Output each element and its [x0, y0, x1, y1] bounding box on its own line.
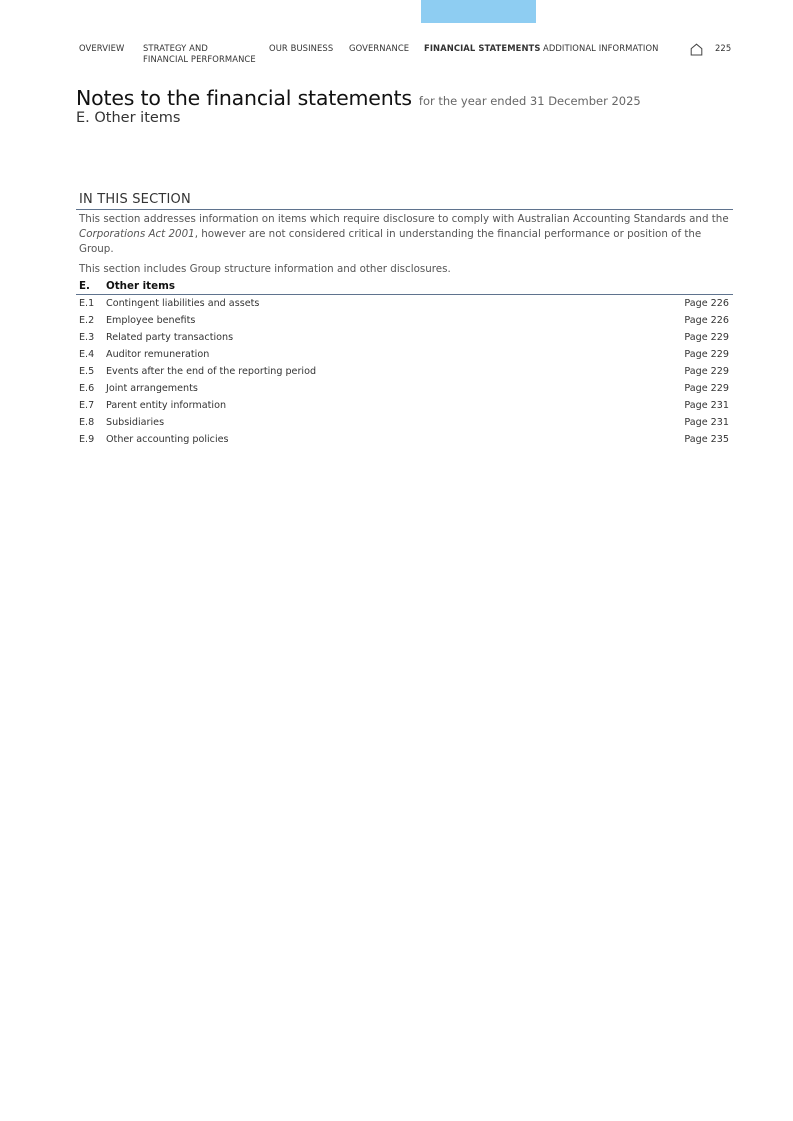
contents-header-title: Other items [106, 280, 175, 292]
contents-code: E.5 [79, 366, 95, 377]
nav-strategy-line1: STRATEGY AND [143, 43, 208, 53]
nav-financial-statements[interactable]: FINANCIAL STATEMENTS [424, 43, 541, 53]
contents-page-ref[interactable]: Page 229 [684, 332, 729, 343]
contents-page-ref[interactable]: Page 231 [684, 400, 729, 411]
contents-code: E.4 [79, 349, 95, 360]
nav-our-business[interactable]: OUR BUSINESS [269, 43, 334, 53]
contents-page-ref[interactable]: Page 226 [684, 315, 729, 326]
nav-overview[interactable]: OVERVIEW [79, 43, 125, 53]
top-navigation [0, 43, 793, 73]
contents-title[interactable]: Joint arrangements [106, 383, 198, 394]
contents-code: E.9 [79, 434, 95, 445]
contents-row[interactable] [76, 414, 733, 431]
contents-title[interactable]: Related party transactions [106, 332, 234, 343]
contents-row[interactable] [76, 363, 733, 380]
section-title: E. Other items [76, 110, 181, 126]
contents-header-code: E. [79, 280, 90, 292]
contents-row[interactable] [76, 397, 733, 414]
home-icon[interactable] [690, 43, 703, 56]
contents-row[interactable] [76, 329, 733, 346]
nav-strategy-and-financial-performance[interactable] [143, 43, 256, 65]
nav-strategy-line2: FINANCIAL PERFORMANCE [143, 54, 256, 64]
intro-paragraph-2: This section includes Group structure information and other disclosures. [79, 263, 451, 275]
contents-code: E.2 [79, 315, 95, 326]
contents-code: E.7 [79, 400, 95, 411]
contents-code: E.6 [79, 383, 95, 394]
page-subtitle: for the year ended 31 December 2025 [418, 94, 641, 108]
contents-code: E.8 [79, 417, 95, 428]
active-section-tab-marker [421, 0, 536, 23]
in-this-section-heading: IN THIS SECTION [76, 192, 733, 210]
contents-title[interactable]: Employee benefits [106, 315, 196, 326]
contents-code: E.1 [79, 298, 95, 309]
nav-governance[interactable]: GOVERNANCE [349, 43, 410, 53]
contents-row[interactable] [76, 312, 733, 329]
in-this-section [76, 192, 733, 277]
section-intro [76, 212, 733, 277]
contents-title[interactable]: Parent entity information [106, 400, 227, 411]
contents-title[interactable]: Events after the end of the reporting period [106, 366, 317, 377]
contents-title[interactable]: Subsidiaries [106, 417, 165, 428]
contents-page-ref[interactable]: Page 226 [684, 298, 729, 309]
contents-row[interactable] [76, 346, 733, 363]
contents-page-ref[interactable]: Page 229 [684, 366, 729, 377]
contents-title[interactable]: Contingent liabilities and assets [106, 298, 260, 309]
contents-code: E.3 [79, 332, 95, 343]
intro-paragraph-1 [79, 212, 733, 257]
contents-row[interactable] [76, 295, 733, 312]
contents-title[interactable]: Other accounting policies [106, 434, 229, 445]
contents-title[interactable]: Auditor remuneration [106, 349, 210, 360]
contents-row[interactable] [76, 431, 733, 448]
intro-text-b: , however are not considered critical in understanding the financial performance or position of the Group. [79, 228, 702, 255]
nav-additional-information[interactable]: ADDITIONAL INFORMATION [543, 43, 659, 53]
intro-text-a: This section addresses information on items which require disclosure to comply with Australian Accounting Standards and the [79, 213, 729, 225]
contents-page-ref[interactable]: Page 231 [684, 417, 729, 428]
contents-row[interactable] [76, 380, 733, 397]
intro-act-name: Corporations Act 2001 [79, 228, 195, 240]
contents-page-ref[interactable]: Page 229 [684, 383, 729, 394]
page-number: 225 [715, 43, 732, 53]
contents-page-ref[interactable]: Page 229 [684, 349, 729, 360]
contents-page-ref[interactable]: Page 235 [684, 434, 729, 445]
page-title-block [76, 86, 641, 126]
contents-table [76, 279, 733, 448]
page-title: Notes to the financial statements [76, 86, 412, 110]
contents-header [76, 279, 733, 295]
